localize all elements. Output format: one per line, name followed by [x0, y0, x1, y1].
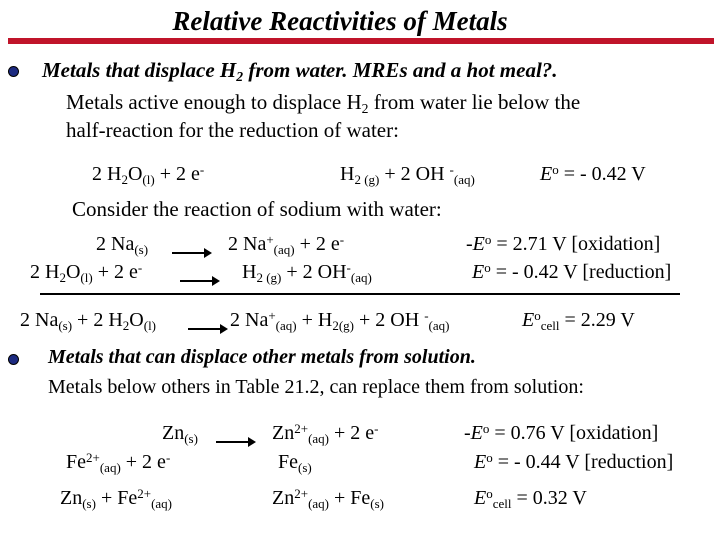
slide-title: Relative Reactivities of Metals — [172, 6, 508, 36]
fe-red-potential: $E^o$ = - 0.44 V [reduction] — [474, 449, 674, 473]
section2-heading: Metals that can displace other metals from solution. — [48, 346, 476, 368]
section1-text-line2: half-reaction for the reduction of water: — [66, 118, 399, 142]
na-ox-lhs: 2 $Na_{(s)}$ — [96, 233, 149, 257]
reaction-arrow — [176, 272, 222, 290]
water-eq-lhs: 2 $H_2O_{(l)} + 2$ e- — [92, 161, 205, 187]
consider-text: Consider the reaction of sodium with water: — [72, 197, 442, 221]
na-net-rhs: 2 $Na^+_{(aq)} + H_{2(g)} + 2$ OH -$_{(aq)}$ — [230, 307, 450, 333]
zn-ox-lhs: $Zn_{(s)}$ — [162, 422, 198, 446]
section1-text-line1: Metals active enough to displace $H_2$ from water lie below the — [66, 90, 581, 117]
zn-net-rhs: $Zn^{2+}_{(aq)} + Fe_{(s)}$ — [272, 485, 384, 511]
reaction-arrow — [212, 433, 258, 451]
zn-ox-rhs: $Zn^{2+}_{(aq)} + 2$ e- — [272, 420, 379, 446]
zn-net-potential: $E^o_{cell} = 0.32$ V — [474, 485, 587, 511]
water-red-lhs: 2 $H_2O_{(l)} + 2$ e- — [30, 259, 143, 285]
water-eq-potential: $E^o$ = - 0.42 V — [540, 161, 646, 185]
fe-red-lhs: $Fe^{2+}_{(aq)} + 2$ e- — [66, 449, 171, 475]
na-net-lhs: 2 $Na_{(s)} + 2$ $H_2O_{(l)}$ — [20, 309, 157, 333]
zn-ox-potential: $-E^o = 0.76$ V [oxidation] — [464, 420, 659, 444]
section1-heading: Metals that displace $H_2$ from water. MREs and a hot meal?. — [42, 58, 558, 85]
reaction-arrow — [184, 320, 230, 338]
bullet-icon — [8, 354, 19, 365]
section2-text-line1: Metals below others in Table 21.2, can replace them from solution: — [48, 376, 584, 398]
sum-rule — [40, 293, 680, 295]
bullet-icon — [8, 66, 19, 77]
na-net-potential: $E^o_{cell} = 2.29$ V — [522, 307, 635, 333]
water-red-potential: $E^o$ = - 0.42 V [reduction] — [472, 259, 672, 283]
zn-net-lhs: $Zn_{(s)} + Fe^{2+}_{(aq)}$ — [60, 485, 172, 511]
na-ox-rhs: 2 $Na^+_{(aq)} + 2$ e- — [228, 231, 345, 257]
title-underline — [8, 38, 714, 44]
water-eq-rhs: $H_{2 (g)} + 2$ OH -$_{(aq)}$ — [340, 161, 475, 187]
na-ox-potential: $-E^o = 2.71$ V [oxidation] — [466, 231, 661, 255]
reaction-arrow — [168, 244, 214, 262]
water-red-rhs: $H_{2 (g)} + 2$ $OH^-_{(aq)}$ — [242, 259, 372, 285]
fe-red-rhs: $Fe_{(s)}$ — [278, 451, 312, 475]
